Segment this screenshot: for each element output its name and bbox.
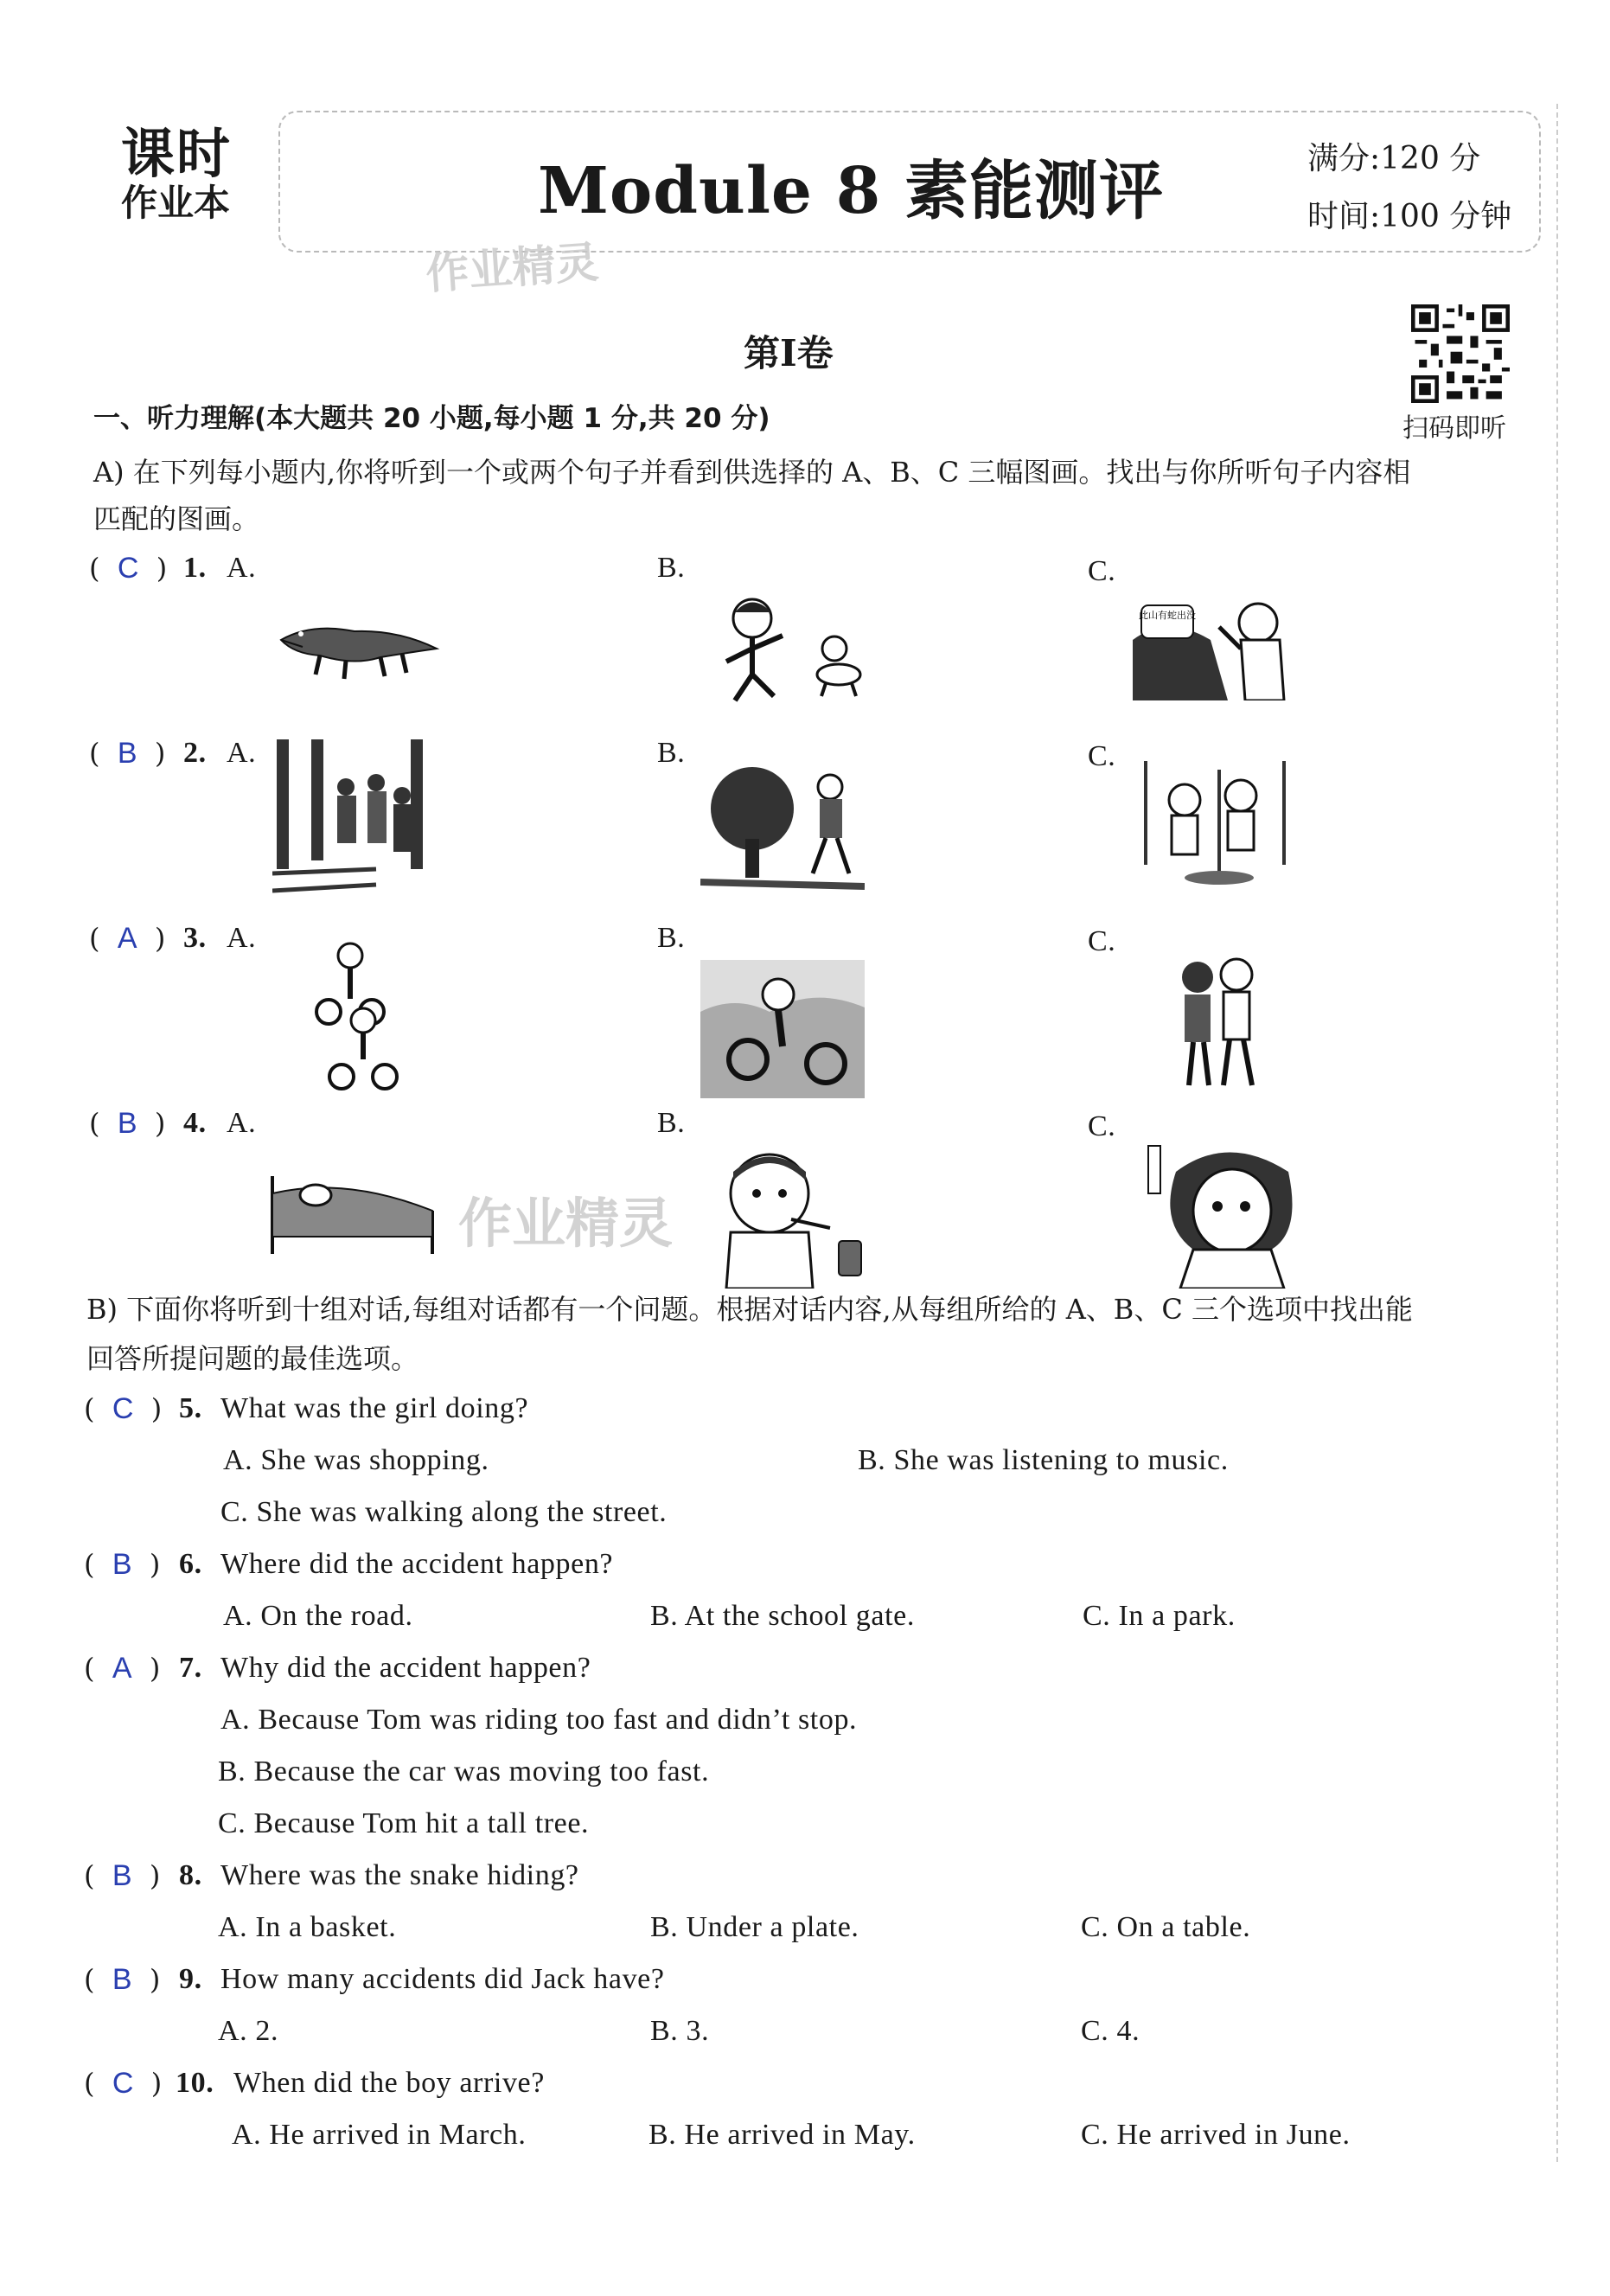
option-B[interactable]: B. At the school gate.	[650, 1600, 915, 1632]
question-stem: Where did the accident happen?	[220, 1548, 614, 1580]
answer-bracket[interactable]: ( B )	[89, 1107, 166, 1140]
boy-near-snake-picture	[1133, 588, 1297, 700]
option-B[interactable]: B. 3.	[650, 2015, 710, 2047]
section-heading: 一、听力理解(本大题共 20 小题,每小题 1 分,共 20 分)	[93, 403, 770, 434]
instruction-B-line1: B) 下面你将听到十组对话,每组对话都有一个问题。根据对话内容,从每组所给的 A、B、C 三个选项中找出能	[86, 1293, 1413, 1326]
answer-bracket[interactable]: ( C )	[84, 2067, 163, 2100]
boy-cycling-picture	[700, 960, 865, 1098]
option-C[interactable]: C. She was walking along the street.	[220, 1496, 668, 1528]
answer-letter: C	[112, 2067, 134, 2100]
answer-letter: A	[112, 1652, 132, 1685]
option-C-label[interactable]: C.	[1088, 925, 1116, 957]
boy-taking-medicine-picture	[709, 1146, 873, 1289]
option-A[interactable]: A. In a basket.	[218, 1911, 397, 1943]
option-A[interactable]: A. On the road.	[223, 1600, 413, 1632]
girls-riding-bikes-picture	[307, 938, 411, 1094]
right-margin-rule	[1556, 104, 1558, 2162]
option-C[interactable]: C. On a table.	[1081, 1911, 1251, 1943]
question-stem: How many accidents did Jack have?	[220, 1963, 665, 1995]
option-C[interactable]: C. He arrived in June.	[1081, 2119, 1351, 2151]
question-number: 1.	[183, 552, 207, 584]
answer-bracket[interactable]: ( C )	[89, 552, 168, 585]
option-A[interactable]: A. 2.	[218, 2015, 279, 2047]
option-C[interactable]: C. Because Tom hit a tall tree.	[218, 1807, 590, 1839]
question-number: 9.	[179, 1963, 202, 1995]
instruction-B-line2: 回答所提问题的最佳选项。	[86, 1342, 419, 1375]
answer-bracket[interactable]: ( C )	[84, 1392, 163, 1425]
answer-letter: B	[117, 737, 137, 770]
answer-letter: B	[117, 1107, 137, 1140]
answer-bracket[interactable]: ( A )	[84, 1652, 161, 1685]
nurse-picture	[1141, 1137, 1306, 1289]
question-stem: What was the girl doing?	[220, 1392, 529, 1424]
option-B[interactable]: B. He arrived in May.	[648, 2119, 916, 2151]
option-A[interactable]: A. He arrived in March.	[232, 2119, 527, 2151]
people-in-forest-picture	[272, 739, 432, 899]
option-A[interactable]: A. Because Tom was riding too fast and didn’t stop.	[220, 1704, 858, 1736]
logo-line2: 作业本	[121, 182, 231, 224]
children-walking-picture	[1167, 956, 1271, 1094]
answer-letter: C	[117, 552, 139, 585]
option-C-label[interactable]: C.	[1088, 1110, 1116, 1142]
question-stem: Where was the snake hiding?	[220, 1859, 579, 1891]
option-C-label[interactable]: C.	[1088, 555, 1116, 587]
logo	[121, 122, 259, 224]
option-A[interactable]: A. She was shopping.	[223, 1444, 489, 1476]
answer-bracket[interactable]: ( B )	[84, 1963, 161, 1996]
crocodile-picture	[277, 605, 441, 683]
answer-letter: B	[112, 1548, 132, 1581]
instruction-A-line2: 匹配的图画。	[93, 502, 260, 535]
answer-bracket[interactable]: ( B )	[89, 737, 166, 770]
boy-in-bed-picture	[268, 1142, 437, 1263]
logo-line1: 课时	[121, 122, 233, 185]
answer-bracket[interactable]: ( A )	[89, 922, 166, 955]
option-A-label[interactable]: A.	[227, 922, 257, 954]
question-stem: When did the boy arrive?	[233, 2067, 545, 2099]
option-C-label[interactable]: C.	[1088, 740, 1116, 772]
full-score: 满分:120 分	[1307, 141, 1481, 176]
answer-letter: A	[117, 922, 137, 955]
question-number: 7.	[179, 1652, 202, 1684]
option-B-label[interactable]: B.	[657, 922, 686, 954]
boy-running-from-dog-picture	[709, 588, 873, 709]
question-number: 10.	[176, 2067, 214, 2099]
option-B-label[interactable]: B.	[657, 552, 686, 584]
answer-bracket[interactable]: ( B )	[84, 1548, 161, 1581]
boys-planting-tree-picture	[1133, 761, 1297, 891]
watermark: 作业精灵	[458, 1192, 674, 1255]
option-A-label[interactable]: A.	[227, 552, 257, 584]
qr-code-icon[interactable]	[1411, 304, 1510, 403]
answer-bracket[interactable]: ( B )	[84, 1859, 161, 1892]
volume-heading: 第Ⅰ卷	[744, 332, 834, 374]
option-C[interactable]: C. 4.	[1081, 2015, 1140, 2047]
option-B[interactable]: B. Because the car was moving too fast.	[218, 1756, 710, 1788]
question-number: 5.	[179, 1392, 202, 1424]
question-number: 8.	[179, 1859, 202, 1891]
option-B-label[interactable]: B.	[657, 737, 686, 769]
answer-letter: C	[112, 1392, 134, 1425]
boy-hiking-picture	[700, 761, 865, 891]
option-A-label[interactable]: A.	[227, 1107, 257, 1139]
question-number: 2.	[183, 737, 207, 769]
answer-letter: B	[112, 1963, 132, 1996]
option-B[interactable]: B. Under a plate.	[650, 1911, 859, 1943]
option-B[interactable]: B. She was listening to music.	[858, 1444, 1229, 1476]
scan-to-listen-label: 扫码即听	[1402, 413, 1506, 444]
option-C[interactable]: C. In a park.	[1083, 1600, 1236, 1632]
time-limit: 时间:100 分钟	[1307, 199, 1512, 234]
question-number: 3.	[183, 922, 207, 954]
answer-letter: B	[112, 1859, 132, 1892]
instruction-A-line1: A) 在下列每小题内,你将听到一个或两个句子并看到供选择的 A、B、C 三幅图画。找出与你所听句子内容相	[93, 456, 1411, 489]
question-number: 4.	[183, 1107, 207, 1139]
watermark: 作业精灵	[424, 237, 601, 299]
question-stem: Why did the accident happen?	[220, 1652, 591, 1684]
page-title: Module 8 素能测评	[538, 154, 1165, 228]
question-number: 6.	[179, 1548, 202, 1580]
option-A-label[interactable]: A.	[227, 737, 257, 769]
option-B-label[interactable]: B.	[657, 1107, 686, 1139]
warning-sign-text: 此山有蛇出没	[1139, 610, 1196, 621]
